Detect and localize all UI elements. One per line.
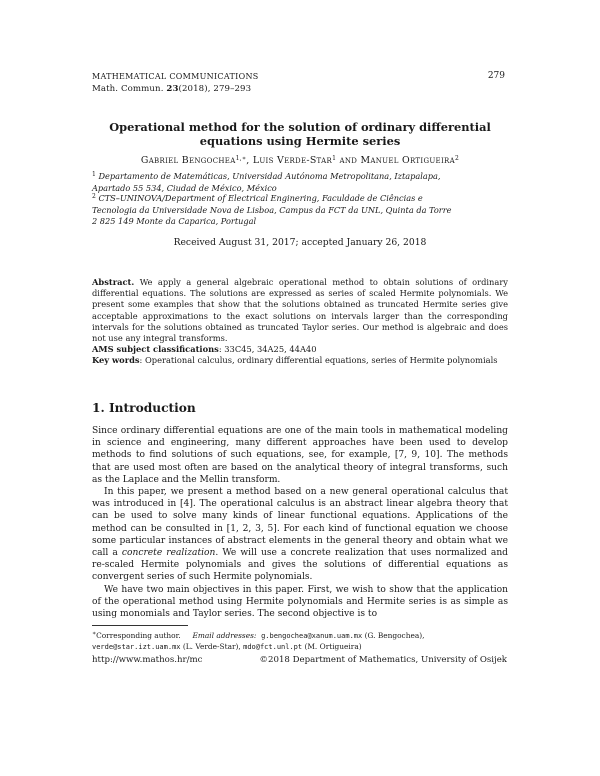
citation-prefix: Math. Commun.	[92, 84, 167, 94]
paragraph-3: We have two main objectives in this paper. First, we wish to show that the application of the operational method using Hermite polynomials and Hermite series is as simple as using monomials and Taylor series. The second objective is to	[92, 584, 508, 620]
author-separator: and	[336, 155, 361, 166]
author-list	[92, 155, 508, 166]
footnote	[92, 631, 508, 652]
journal-citation	[92, 83, 259, 95]
email-2[interactable]: verde@star.izt.uam.mx	[92, 642, 181, 651]
paragraph-2-part-b: . We will use a concrete realization that uses normalized and re-scaled Hermite polynomials and gives the solutions of differential equations as convergent series of such Hermite polynomials.	[92, 548, 508, 583]
author-2-mark: 1	[332, 155, 337, 162]
author-separator: ,	[246, 155, 253, 166]
email-3[interactable]: mdo@fct.unl.pt	[243, 642, 303, 651]
affiliation-1	[92, 171, 508, 194]
body-text	[92, 425, 508, 620]
email-label: Email addresses:	[192, 631, 257, 640]
keywords-label: Key words	[92, 355, 140, 366]
running-header	[92, 71, 259, 95]
affiliation-1-line-2: Apartado 55 534, Ciudad de México, México	[92, 182, 277, 193]
title-line-2: equations using Hermite series	[199, 134, 401, 148]
paper-title	[92, 120, 508, 148]
title-line-1: Operational method for the solution of ordinary differential	[109, 120, 491, 134]
affiliation-2-line-1: CTS–UNINOVA/Department of Electrical Enginering, Faculdade de Ciências e	[98, 193, 423, 203]
ams-value: : 33C45, 34A25, 44A40	[218, 344, 317, 355]
author-1: Gabriel Bengochea	[140, 155, 236, 166]
email-3-owner: (M. Ortigueira)	[304, 641, 362, 651]
affiliation-1-mark: 1	[92, 171, 96, 178]
section-heading: 1. Introduction	[92, 401, 196, 415]
email-1-owner: (G. Bengochea),	[364, 631, 425, 640]
author-1-mark: 1,∗	[235, 155, 247, 162]
author-3-mark: 2	[454, 155, 460, 162]
paragraph-1: Since ordinary differential equations are one of the main tools in mathematical modeling in science and engineering, many different approaches have been used to develop methods to find solutions of such equations, see, for example, [7, 9, 10]. The methods that are used most often are based on the analytical theory of integral transforms, such as the Laplace and the Mellin transform.	[92, 426, 508, 485]
email-1[interactable]: g.bengochea@xanum.uam.mx	[261, 632, 363, 640]
ams-label: AMS subject classifications	[92, 344, 219, 355]
abstract-body: We apply a general algebraic operational method to obtain solutions of ordinary differential equations. The solutions are expressed as series of scaled Hermite polynomials. We present some examples that show that the solutions obtained as truncated Hermite series give acceptable approximations to the exact solutions on intervals larger than the corresponding intervals for the solutions obtained as truncated Taylor series. Our method is algebraic and does not use any integral transforms.	[92, 277, 508, 344]
author-3: Manuel Ortigueira	[360, 155, 455, 166]
affiliation-2	[92, 193, 508, 228]
citation-suffix: (2018), 279–293	[178, 84, 252, 94]
abstract-label: Abstract.	[92, 277, 135, 287]
page-number: 279	[487, 71, 505, 81]
affiliation-2-line-3: 2 825 149 Monte da Caparica, Portugal	[92, 216, 257, 226]
corresponding-author-label: Corresponding author.	[96, 631, 181, 640]
paragraph-2	[92, 486, 508, 584]
footnote-mark: ∗	[92, 630, 97, 637]
affiliation-2-line-2: Tecnologia da Universidade Nova de Lisboa, Campus da FCT da UNL, Quinta da Torre	[92, 204, 452, 215]
keywords	[92, 355, 508, 366]
ams-classification	[92, 344, 508, 355]
copyright-notice: ©2018 Department of Mathematics, University of Osijek	[259, 655, 507, 665]
paragraph-2-part-a: In this paper, we present a method based on a new general operational calculus that was introduced in [4]. The operational calculus is an abstract linear algebra theory that can be used to solve many kinds of linear functional equations. Applications of the method can be consulted in [1, 2, 3, 5]. For each kind of functional equation we choose some particular instances of abstract elements in the general theory and obtain what we call a	[92, 487, 508, 559]
journal-name: MATHEMATICAL COMMUNICATIONS	[92, 72, 259, 81]
affiliation-1-line-1: Departamento de Matemáticas, Universidad Autónoma Metropolitana, Iztapalapa,	[98, 171, 441, 181]
author-2: Luis Verde-Star	[252, 155, 333, 166]
volume: 23	[166, 84, 179, 94]
abstract-text	[92, 277, 508, 344]
journal-url[interactable]: http://www.mathos.hr/mc	[92, 655, 203, 665]
abstract-block	[92, 277, 508, 367]
footnote-rule	[92, 625, 188, 626]
affiliation-2-mark: 2	[92, 193, 96, 200]
email-2-owner: (L. Verde-Star),	[182, 641, 241, 651]
received-dates: Received August 31, 2017; accepted January 26, 2018	[173, 237, 427, 248]
keywords-value: : Operational calculus, ordinary differential equations, series of Hermite polynomials	[139, 355, 498, 366]
emphasis-term: concrete realization	[121, 548, 216, 559]
